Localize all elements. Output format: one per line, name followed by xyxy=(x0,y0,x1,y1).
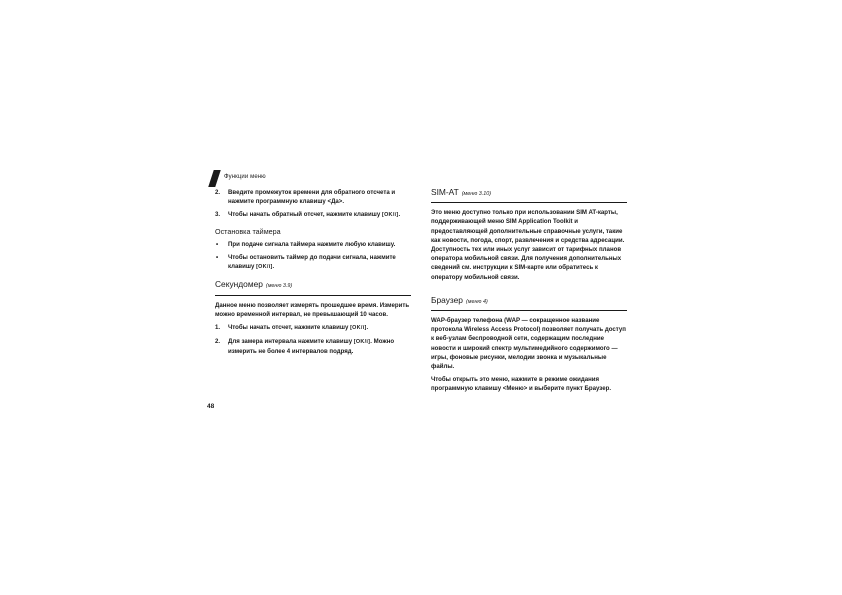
page-number: 48 xyxy=(207,403,215,410)
browser-section-title xyxy=(431,296,627,311)
step-text: Введите промежуток времени для обратного отсчета и нажмите программную клавишу <Да>. xyxy=(228,189,396,206)
bullet-text-end: . xyxy=(272,263,275,271)
stopwatch-section-title xyxy=(215,280,411,295)
step-text-end: . xyxy=(398,211,401,219)
header-title: Функции меню xyxy=(224,174,266,180)
header-slash-mark xyxy=(208,170,221,187)
list-item xyxy=(215,210,411,220)
list-item xyxy=(215,240,411,249)
step-number: 1. xyxy=(215,324,221,332)
bullet-text: Чтобы остановить таймер до подачи сигнала, нажмите клавишу xyxy=(228,254,396,271)
sim-at-text: Это меню доступно только при использовании SIM AT-карты, поддерживающей меню SIM Application Toolkit и предоставляющей дополнительные справочные услуги, такие как новости, погода, спорт, развлечения и средства адресации. Доступность тех или иных услуг зависит от тарифных планов оператора мобильной связи. Для получения дополнительных сведений см. инструкции к SIM-карте или обратитесь к оператору мобильной связи. xyxy=(431,209,625,281)
step-text: Чтобы начать отсчет, нажмите клавишу xyxy=(228,324,349,332)
step-number: 2. xyxy=(215,338,221,346)
list-item xyxy=(215,188,411,206)
bullet-mark: • xyxy=(216,240,219,248)
list-item xyxy=(215,337,411,356)
step-number: 3. xyxy=(215,211,221,219)
ok-key-label: [OK/i] xyxy=(256,264,273,271)
page-header xyxy=(207,170,427,186)
bullet-text: При подаче сигнала таймера нажмите любую клавишу. xyxy=(228,240,396,248)
browser-title: Браузер xyxy=(431,294,463,305)
stopwatch-title: Секундомер xyxy=(215,279,263,290)
bullet-mark: • xyxy=(216,254,219,262)
step-text: Для замера интервала нажмите клавишу xyxy=(228,338,353,346)
browser-menu-number: (меню 4) xyxy=(465,298,488,305)
ok-key-label: [OK/i] xyxy=(353,339,371,346)
step-number: 2. xyxy=(215,189,221,196)
stopwatch-intro: Данное меню позволяет измерять прошедшее время. Измерить можно временной интервал, не превышающий 10 часов. xyxy=(215,301,410,318)
sim-at-title: SIM-AT xyxy=(431,187,459,197)
browser-text-1: WAP-браузер телефона (WAP — сокращенное название протокола Wireless Access Protocol) позволяет получать доступ к веб-узлам беспроводной сети, содержащим последние новости и широкий спектр мультимедийного содержимого — игры, фоновые рисунки, мелодии звонка и музыкальные файлы. xyxy=(431,317,626,371)
stop-timer-heading: Остановка таймера xyxy=(215,226,281,236)
ok-key-label: [OK/i] xyxy=(350,325,367,332)
left-column xyxy=(215,188,411,361)
stopwatch-menu-number: (меню 3.9) xyxy=(265,283,293,290)
step-text-end: . Можно измерить не более 4 интервалов подряд. xyxy=(228,338,395,356)
step-text-end: . xyxy=(366,324,369,332)
sim-at-section-title xyxy=(431,188,627,203)
list-item xyxy=(215,323,411,333)
sim-at-menu-number: (меню 3.10) xyxy=(461,191,492,197)
browser-text-2: Чтобы открыть это меню, нажмите в режиме ожидания программную клавишу <Меню> и выберите пункт Браузер. xyxy=(431,376,612,393)
step-text: Чтобы начать обратный отсчет, нажмите клавишу xyxy=(228,211,381,219)
right-column xyxy=(431,188,627,398)
list-item xyxy=(215,253,411,272)
ok-key-label: [OK/i] xyxy=(381,212,399,219)
